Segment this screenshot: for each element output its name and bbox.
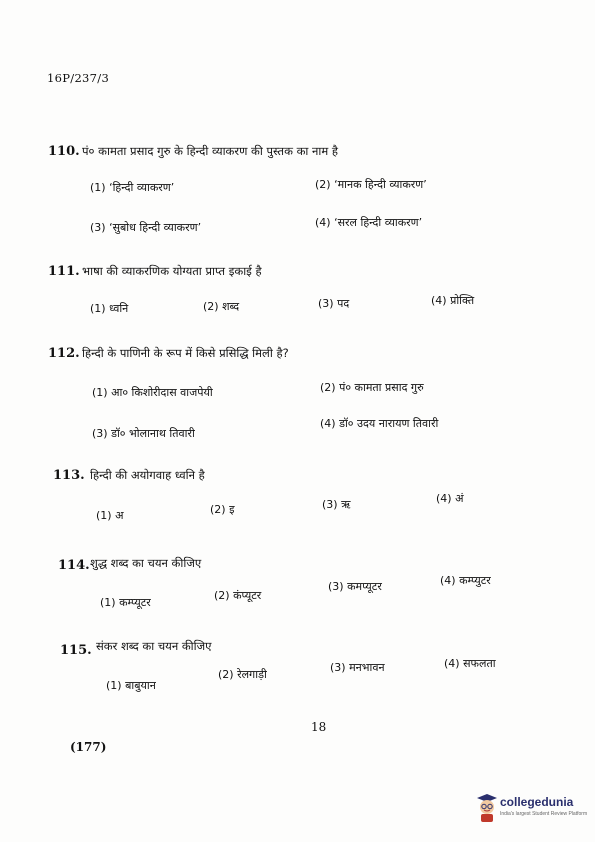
option-4: (4) ‘सरल हिन्दी व्याकरण’ bbox=[315, 216, 423, 229]
option-1: (1) अ bbox=[96, 509, 124, 522]
question-number: 114. bbox=[58, 558, 90, 573]
question-text: शुद्ध शब्द का चयन कीजिए bbox=[90, 556, 202, 570]
question-text: हिन्दी के पाणिनी के रूप में किसे प्रसिद्धि मिली है? bbox=[82, 346, 289, 360]
option-3: (3) डॉ० भोलानाथ तिवारी bbox=[92, 427, 195, 440]
question-number: 112. bbox=[48, 346, 80, 361]
logo-wordmark: collegedunia bbox=[500, 795, 574, 809]
option-1: (1) बाबुयान bbox=[106, 679, 156, 692]
question-number: 111. bbox=[48, 264, 80, 279]
option-2: (2) ‘मानक हिन्दी व्याकरण’ bbox=[315, 178, 427, 191]
question-110 bbox=[48, 144, 568, 239]
option-4: (4) प्रोक्ति bbox=[431, 294, 475, 307]
option-4: (4) अं bbox=[436, 492, 464, 505]
option-2: (2) इ bbox=[210, 503, 235, 516]
question-text: संकर शब्द का चयन कीजिए bbox=[96, 639, 212, 653]
question-text: भाषा की व्याकरणिक योग्यता प्राप्त इकाई है bbox=[82, 264, 262, 278]
option-4: (4) कम्प्युटर bbox=[440, 574, 491, 587]
question-113 bbox=[48, 468, 568, 563]
question-number: 110. bbox=[48, 144, 80, 159]
student-mascot-icon bbox=[476, 793, 498, 823]
option-2: (2) शब्द bbox=[203, 300, 240, 313]
question-111 bbox=[48, 264, 568, 359]
option-4: (4) सफलता bbox=[444, 657, 496, 670]
question-number: 115. bbox=[60, 643, 92, 658]
option-1: (1) ध्वनि bbox=[90, 302, 129, 315]
question-112 bbox=[48, 346, 568, 441]
option-4: (4) डॉ० उदय नारायण तिवारी bbox=[320, 417, 439, 430]
option-1: (1) कम्प्यूटर bbox=[100, 596, 151, 609]
option-1: (1) ‘हिन्दी व्याकरण’ bbox=[90, 181, 175, 194]
option-3: (3) ऋ bbox=[322, 498, 351, 511]
option-2: (2) रेलगाड़ी bbox=[218, 668, 267, 681]
question-text: हिन्दी की अयोगवाह ध्वनि है bbox=[90, 468, 205, 482]
logo-tagline: India's largest Student Review Platform bbox=[500, 811, 588, 817]
question-number: 113. bbox=[53, 468, 85, 483]
option-1: (1) आ० किशोरीदास वाजपेयी bbox=[92, 386, 213, 399]
option-3: (3) मनभावन bbox=[330, 661, 385, 674]
document-code: 16P/237/3 bbox=[47, 71, 110, 85]
option-3: (3) कमप्यूटर bbox=[328, 580, 382, 593]
question-text: पं० कामता प्रसाद गुरु के हिन्दी व्याकरण की पुस्तक का नाम है bbox=[82, 144, 339, 158]
footer-code: (177) bbox=[70, 740, 107, 754]
option-3: (3) ‘सुबोध हिन्दी व्याकरण’ bbox=[90, 221, 202, 234]
collegedunia-logo bbox=[474, 790, 590, 826]
option-2: (2) पं० कामता प्रसाद गुरु bbox=[320, 381, 424, 394]
option-3: (3) पद bbox=[318, 297, 350, 310]
question-115 bbox=[48, 639, 568, 738]
page-number: 18 bbox=[311, 720, 327, 734]
option-2: (2) कंप्यूटर bbox=[214, 589, 262, 602]
